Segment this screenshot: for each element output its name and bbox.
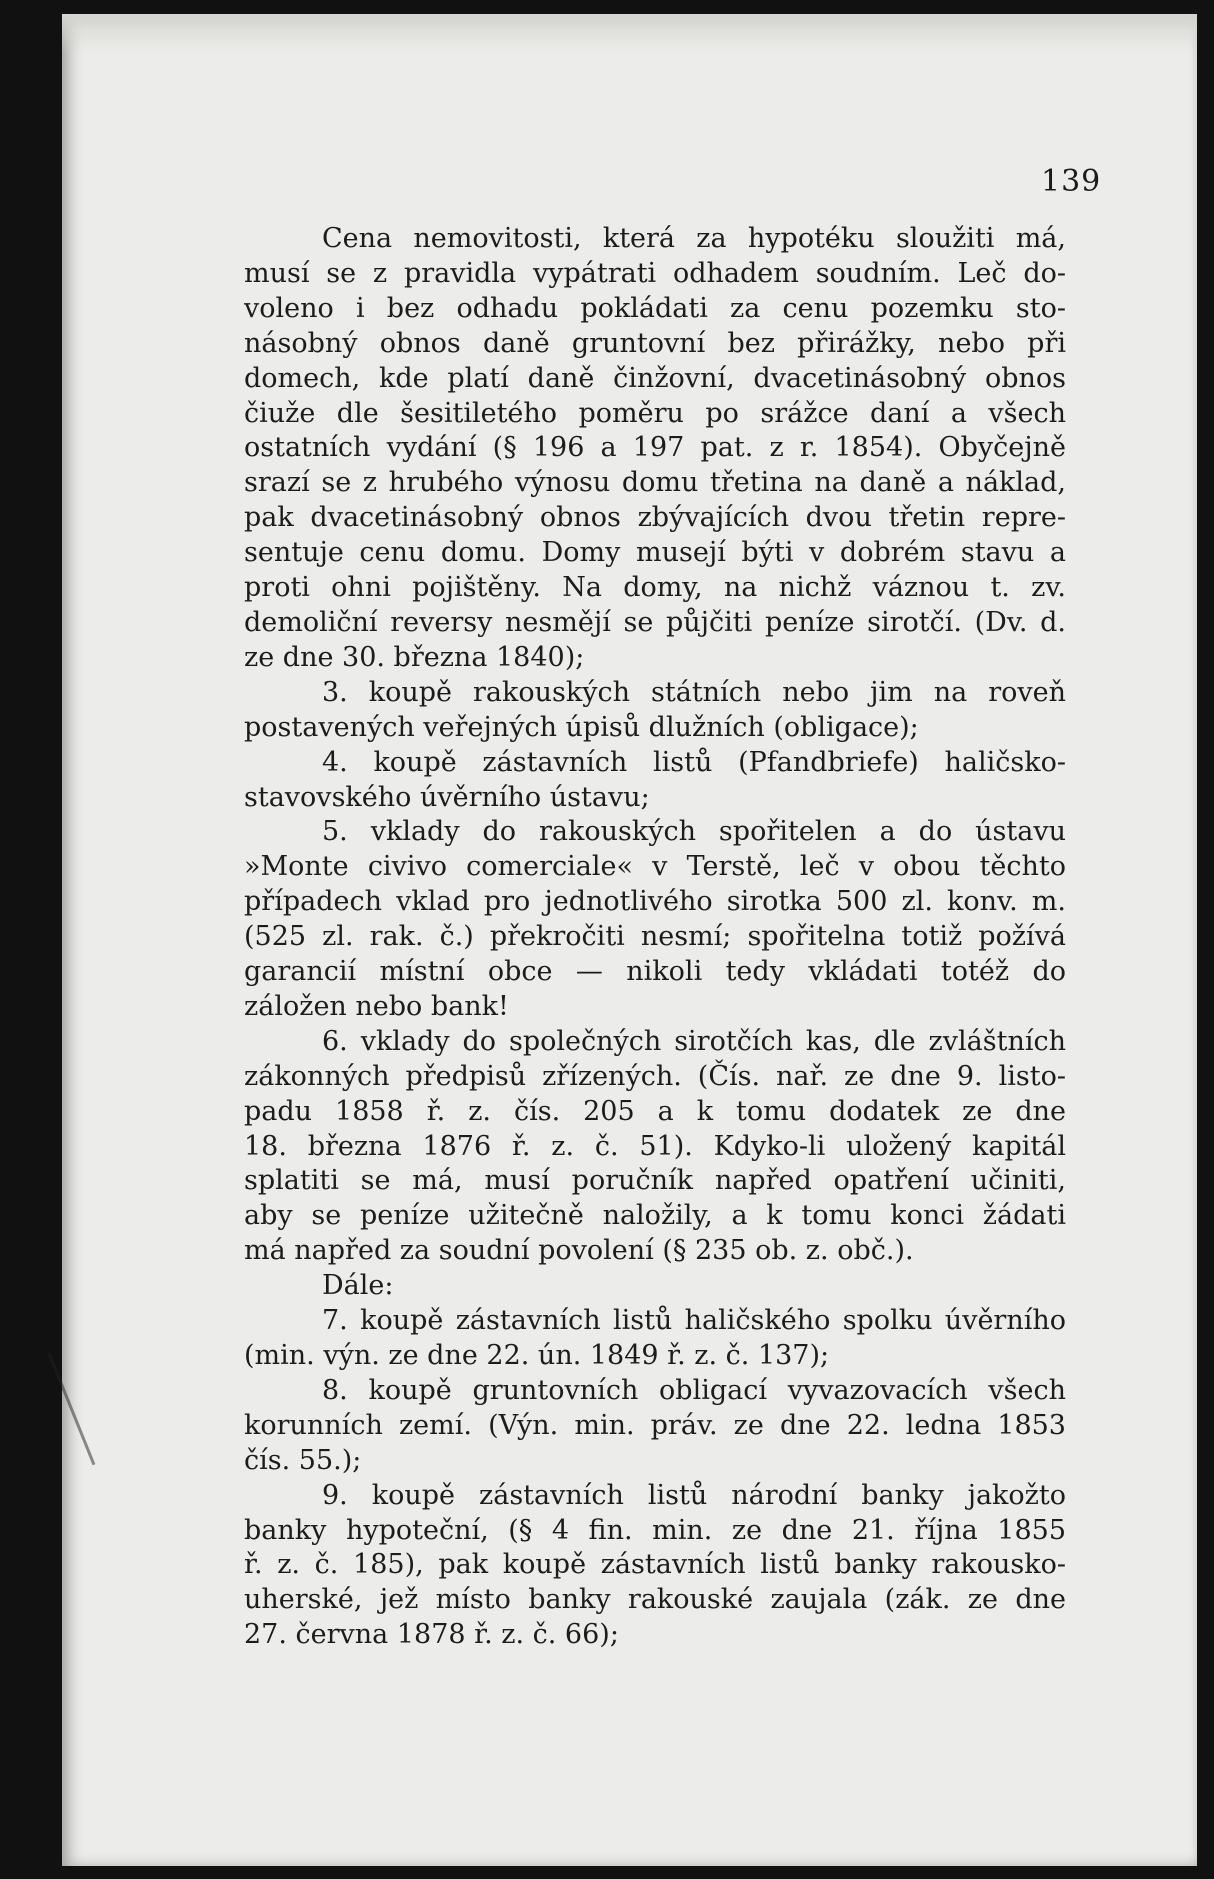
text-line: padu 1858 ř. z. čís. 205 a k tomu dodatek ze dne: [244, 1095, 1066, 1127]
text-line: garancií místní obce — nikoli tedy vkládati totéž do: [244, 956, 1066, 988]
text-line: (525 zl. rak. č.) překročiti nesmí; spořitelna totiž požívá: [244, 921, 1066, 953]
body-text: [244, 222, 1066, 1653]
text-line: násobný obnos daně gruntovní bez přirážky, nebo při: [244, 327, 1066, 359]
text-line: ř. z. č. 185), pak koupě zástavních listů banky rakousko-: [244, 1549, 1066, 1581]
margin-stroke: [48, 1353, 96, 1465]
text-line: 9. koupě zástavních listů národní banky jakožto: [322, 1479, 1066, 1511]
text-line: pak dvacetinásobný obnos zbývajících dvou třetin repre-: [244, 502, 1066, 534]
book-page: [62, 14, 1197, 1866]
text-line: Cena nemovitosti, která za hypotéku sloužiti má,: [322, 223, 1066, 254]
text-line: ostatních vydání (§ 196 a 197 pat. z r. 1854). Obyčejně: [244, 432, 1066, 464]
text-line: splatiti se má, musí poručník napřed opatření učiniti,: [244, 1165, 1066, 1197]
text-line: 8. koupě gruntovních obligací vyvazovacích všech: [322, 1374, 1066, 1406]
text-line: zákonných předpisů zřízených. (Čís. nař. ze dne 9. listo-: [244, 1060, 1066, 1092]
text-line: voleno i bez odhadu pokládati za cenu pozemku sto-: [244, 292, 1066, 324]
page-number: 139: [1041, 164, 1102, 199]
text-line: 18. března 1876 ř. z. č. 51). Kdyko-li uložený kapitál: [244, 1130, 1066, 1162]
text-line: 3. koupě rakouských státních nebo jim na roveň: [322, 676, 1066, 708]
text-line: sentuje cenu domu. Domy musejí býti v dobrém stavu a: [244, 537, 1066, 569]
text-line: 27. června 1878 ř. z. č. 66);: [244, 1619, 619, 1651]
text-line: korunních zemí. (Výn. min. práv. ze dne 22. ledna 1853: [244, 1409, 1066, 1441]
page-shadow: [62, 14, 1197, 54]
text-line: čiuže dle šesitiletého poměru po srážce daní a všech: [244, 397, 1066, 429]
text-line: ze dne 30. března 1840);: [244, 641, 585, 673]
text-line: aby se peníze užitečně naložily, a k tomu konci žádati: [244, 1200, 1066, 1232]
text-line: záložen nebo bank!: [244, 990, 509, 1022]
text-line: banky hypoteční, (§ 4 fin. min. ze dne 21. října 1855: [244, 1514, 1066, 1546]
text-line: čís. 55.);: [244, 1444, 362, 1476]
text-line: demoliční reversy nesmějí se půjčiti peníze sirotčí. (Dv. d.: [244, 606, 1066, 638]
text-line: případech vklad pro jednotlivého sirotka 500 zl. konv. m.: [244, 886, 1066, 918]
text-line: má napřed za soudní povolení (§ 235 ob. z. obč.).: [244, 1235, 914, 1267]
text-line: 4. koupě zástavních listů (Pfandbriefe) haličsko-: [322, 746, 1066, 778]
text-line: 6. vklady do společných sirotčích kas, dle zvláštních: [322, 1025, 1066, 1057]
text-line: srazí se z hrubého výnosu domu třetina na daně a náklad,: [244, 467, 1066, 499]
text-line: postavených veřejných úpisů dlužních (obligace);: [244, 711, 919, 743]
text-line: »Monte civivo comerciale« v Terstě, leč v obou těchto: [244, 851, 1066, 883]
text-line: proti ohni pojištěny. Na domy, na nichž váznou t. zv.: [244, 572, 1066, 604]
text-line: stavovského úvěrního ústavu;: [244, 781, 650, 813]
text-line: Dále:: [322, 1270, 394, 1302]
text-line: uherské, jež místo banky rakouské zaujala (zák. ze dne: [244, 1584, 1066, 1616]
text-line: 7. koupě zástavních listů haličského spolku úvěrního: [322, 1305, 1066, 1337]
text-line: (min. výn. ze dne 22. ún. 1849 ř. z. č. 137);: [244, 1340, 830, 1371]
text-line: musí se z pravidla vypátrati odhadem soudním. Leč do-: [244, 257, 1066, 289]
text-line: 5. vklady do rakouských spořitelen a do ústavu: [322, 816, 1066, 848]
text-line: domech, kde platí daně činžovní, dvacetinásobný obnos: [244, 362, 1066, 394]
